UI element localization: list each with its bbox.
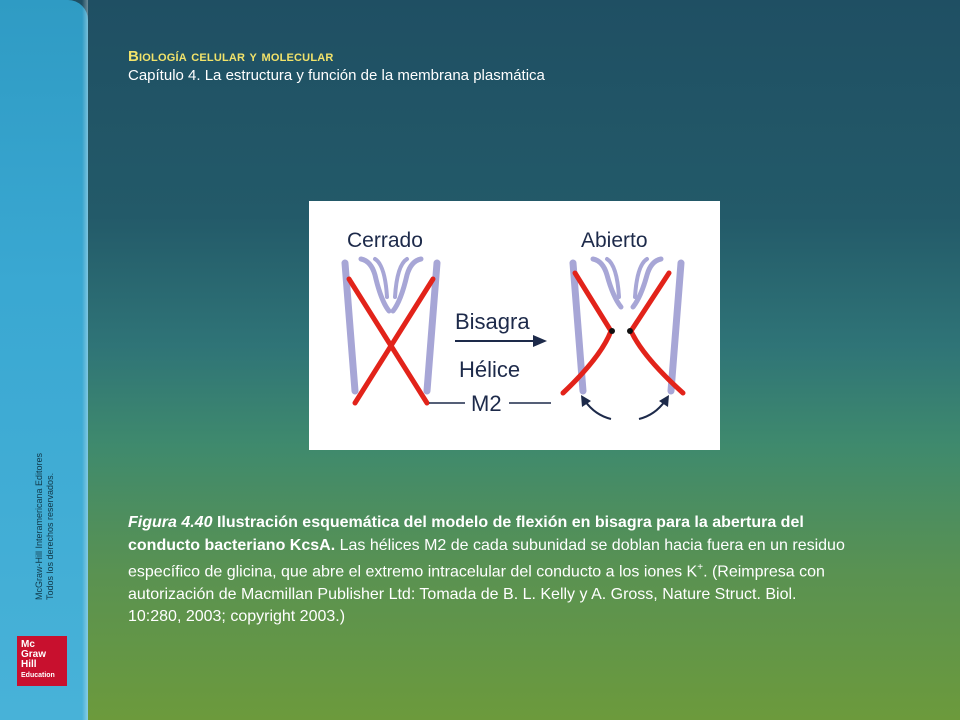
logo-line4: Education: [21, 672, 55, 679]
label-hinge: Bisagra: [455, 309, 530, 334]
glycine-hinge-left: [609, 328, 615, 334]
label-m2: M2: [471, 391, 502, 416]
caption-body-end: .: [703, 563, 708, 581]
header: [128, 48, 545, 84]
figure-caption: [128, 512, 848, 629]
hinge-arrow: [455, 335, 547, 347]
label-helix: Hélice: [459, 357, 521, 382]
closed-channel: [345, 259, 437, 403]
swing-arrow-left: [585, 401, 611, 419]
book-title: Biología celular y molecular: [128, 48, 334, 65]
glycine-hinge-right: [627, 328, 633, 334]
label-closed: Cerrado: [347, 229, 423, 252]
open-lilac-helix-right: [671, 263, 681, 391]
chapter-title: Capítulo 4. La estructura y función de la membrana plasmática: [128, 67, 545, 84]
open-channel: [563, 259, 683, 393]
label-open: Abierto: [581, 229, 648, 252]
rights-text: Todos los derechos reservados.: [45, 472, 55, 600]
mcgraw-hill-logo: [17, 636, 67, 686]
hinge-diagram: [309, 201, 720, 450]
swing-arrow-right: [639, 401, 665, 419]
swing-arrows: [581, 395, 669, 419]
logo-line2: Graw: [21, 649, 47, 660]
figure-image: [309, 201, 720, 450]
caption-body: Las hélices M2 de cada subunidad se doblan hacia fuera en un residuo específico de glicina, que abre el extremo intracelular del conducto a los iones K: [128, 536, 845, 581]
figure-number: Figura 4.40: [128, 514, 213, 531]
copyright-notice: [34, 453, 56, 600]
sidebar-edge: [82, 0, 88, 720]
logo-line3: Hill: [21, 659, 37, 670]
open-red-helix-left: [563, 273, 611, 393]
publisher-text: McGraw-Hill Interamericana Editores: [34, 452, 44, 600]
sidebar: [0, 0, 88, 720]
caption-source: (Reimpresa con autorización de Macmillan Publisher Ltd: Tomada de B. L. Kelly y A. Gross, Nature Struct. Biol. 10:280, 2003; copyright 2003.): [128, 563, 825, 626]
ion-charge: +: [697, 562, 704, 573]
figure-title: Ilustración esquemática del modelo de flexión en bisagra para la abertura del conducto bacteriano KcsA.: [128, 514, 804, 554]
logo-line1: Mc: [21, 639, 35, 650]
